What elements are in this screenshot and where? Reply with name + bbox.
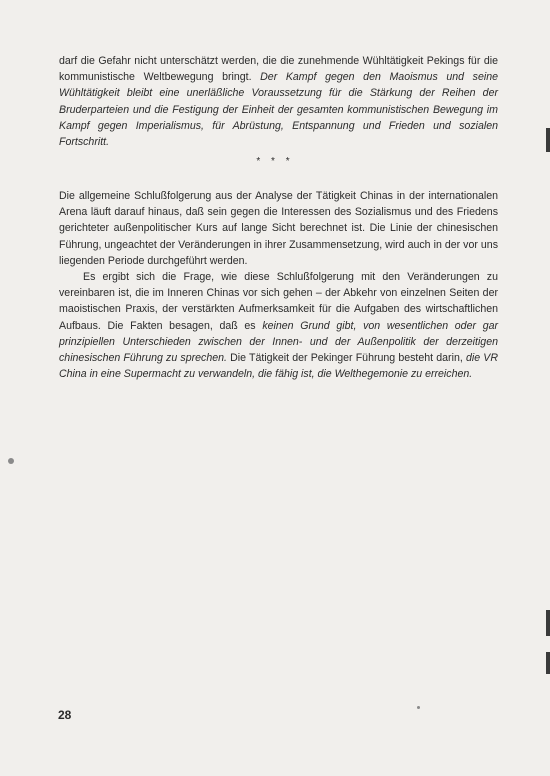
emphasis-text: keinen Grund gibt, von wesentlichen oder gar prinzipiellen Unterschieden zwischen der Innen- und der Außenpolitik der derzeitigen chinesischen Führung zu sprechen. [59, 319, 499, 365]
paragraph-text: Die Tätigkeit der Pekinger Führung besteht darin, [226, 352, 466, 365]
section-separator: * * * [256, 156, 294, 167]
scan-edge-mark [546, 610, 550, 636]
paragraph-question [59, 269, 498, 382]
paragraph-text: Es ergibt sich die Frage, wie diese Schlußfolgerung mit den Veränderungen zu vereinbaren ist, die im Inneren Chinas vor sich gehen – der Abkehr von einzelnen Seiten der maoistischen Praxis, der verstärkten Aufmerksamkeit für die Aufgaben des wirtschaftlichen Aufbaus. Die Fakten besagen, daß es [59, 271, 498, 332]
scan-spot [417, 706, 420, 709]
page-number: 28 [58, 708, 72, 722]
paragraph-text: darf die Gefahr nicht unterschätzt werden, die die zunehmende Wühltätigkeit Pekings für die kommunistische Weltbewegung bringt. [59, 55, 498, 84]
emphasis-text: die VR China in eine Supermacht zu verwandeln, die fähig ist, die Welthegemonie zu erreichen. [59, 352, 499, 381]
paragraph-continued [59, 53, 498, 150]
text-block-main [59, 188, 498, 382]
scan-edge-mark [546, 128, 550, 152]
emphasis-text: Der Kampf gegen den Maoismus und seine Wühltätigkeit bleibt eine unerläßliche Voraussetzung für die Stärkung der Reihen der Bruderparteien und die Festigung der Einheit der gesamten kommunistischen Bewegung im Kampf gegen Imperialismus, für Abrüstung, Entspannung und Frieden und sozialen Fortschritt. [59, 71, 498, 149]
scan-spot [8, 458, 14, 464]
paragraph-conclusion: Die allgemeine Schlußfolgerung aus der Analyse der Tätigkeit Chinas in der internationalen Arena läuft darauf hinaus, daß sein gegen die Interessen des Sozialismus und des Friedens gerichteter außenpolitischer Kurs auf lange Sicht berechnet ist. Die Linie der chinesischen Führung, ungeachtet der Veränderungen in ihrer Zusammensetzung, wird auch in der vor uns liegenden Periode durchgeführt werden. [59, 190, 498, 267]
scan-edge-mark [546, 652, 550, 674]
text-block-top [59, 53, 498, 150]
